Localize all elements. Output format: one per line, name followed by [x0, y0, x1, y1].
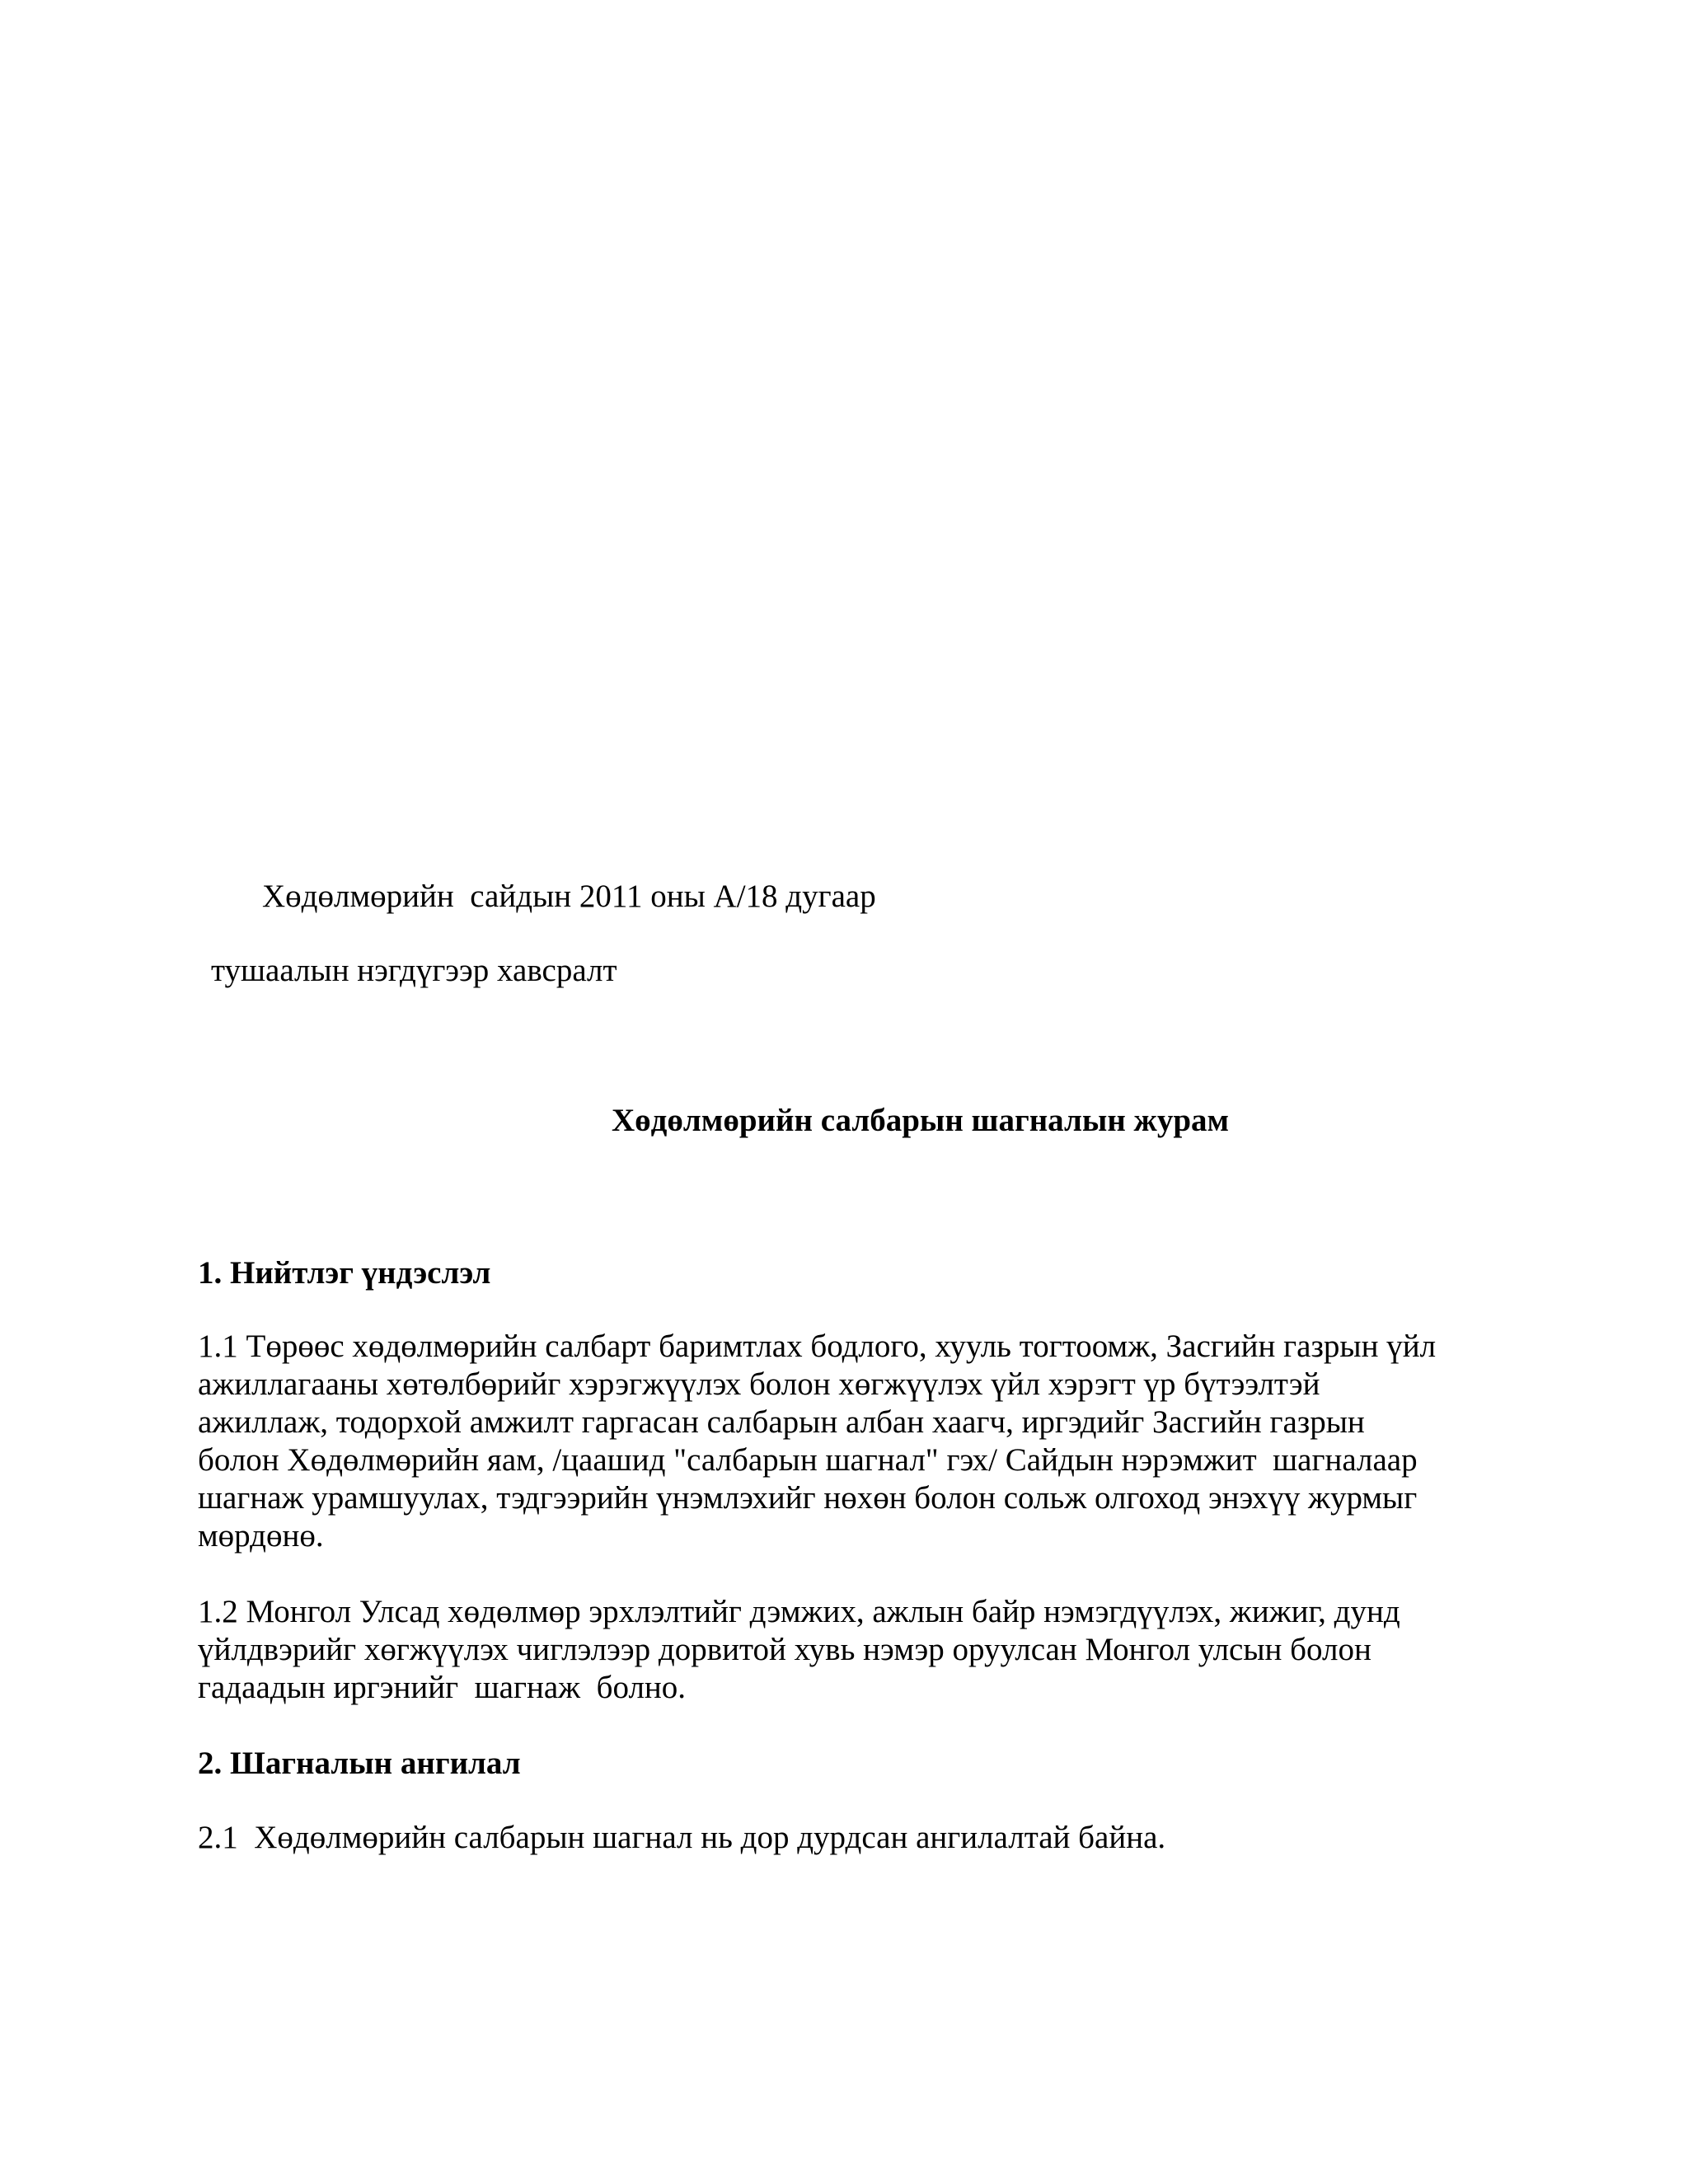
- paragraph-line: мөрдөнө.: [198, 1518, 324, 1554]
- paragraph-line: 1.1 Төрөөс хөдөлмөрийн салбарт баримтлах бодлого, хууль тогтоомж, Засгийн газрын үйл: [198, 1329, 1437, 1364]
- paragraph-1-2: [198, 1593, 1500, 1707]
- paragraph-line: шагнаж урамшуулах, тэдгээрийн үнэмлэхийг нөхөн болон сольж олгоход энэхүү журмыг: [198, 1480, 1418, 1516]
- paragraph-line: болон Хөдөлмөрийн яам, /цаашид "салбарын шагнал" гэх/ Сайдын нэрэмжит шагналаар: [198, 1442, 1418, 1478]
- paragraph-line: 1.2 Монгол Улсад хөдөлмөр эрхлэлтийг дэмжих, ажлын байр нэмэгдүүлэх, жижиг, дунд: [198, 1594, 1400, 1629]
- paragraph-2-1: 2.1 Хөдөлмөрийн салбарын шагнал нь дор дурдсан ангилалтай байна.: [198, 1820, 1166, 1855]
- paragraph-1-1: [198, 1328, 1500, 1555]
- attachment-note-line-1: Хөдөлмөрийн сайдын 2011 оны А/18 дугаар: [262, 879, 876, 914]
- attachment-note-line-2: тушаалын нэгдүгээр хавсралт: [211, 953, 617, 988]
- paragraph-line: гадаадын иргэнийг шагнаж болно.: [198, 1670, 687, 1705]
- section-2-heading: 2. Шагналын ангилал: [198, 1746, 521, 1781]
- paragraph-line: ажиллагааны хөтөлбөрийг хэрэгжүүлэх болон хөгжүүлэх үйл хэрэгт үр бүтээлтэй: [198, 1366, 1320, 1402]
- paragraph-line: ажиллаж, тодорхой амжилт гаргасан салбарын албан хаагч, иргэдийг Засгийн газрын: [198, 1404, 1365, 1440]
- section-1-heading: 1. Нийтлэг үндэслэл: [198, 1255, 491, 1291]
- paragraph-line: үйлдвэрийг хөгжүүлэх чиглэлээр дорвитой хувь нэмэр оруулсан Монгол улсын болон: [198, 1632, 1372, 1667]
- document-title: Хөдөлмөрийн салбарын шагналын журам: [612, 1103, 1230, 1138]
